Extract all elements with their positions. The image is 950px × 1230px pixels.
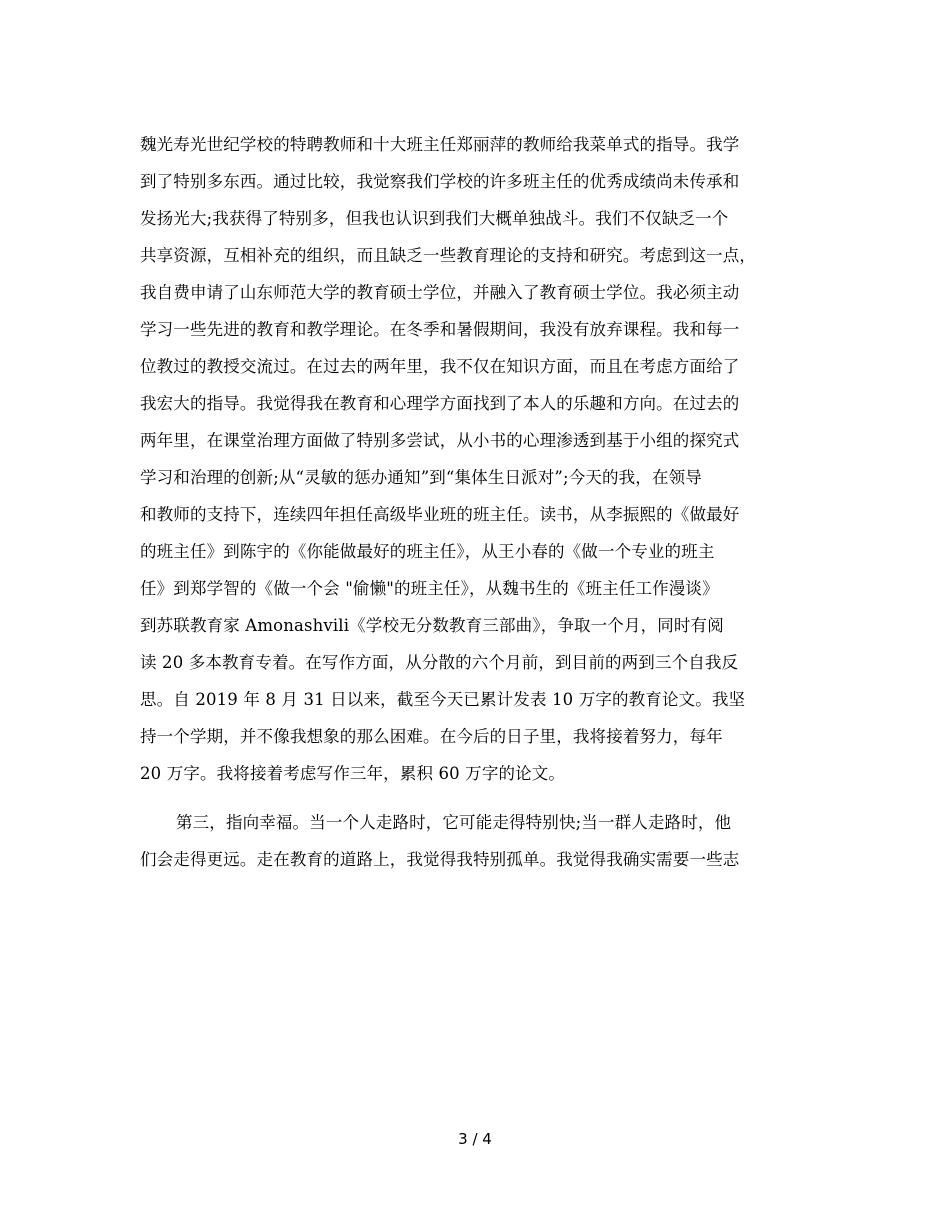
paragraph-line: 第三，指向幸福。当一个人走路时，它可能走得特别快;当一群人走路时，他: [176, 813, 732, 832]
text-line: 到了特别多东西。通过比较，我觉察我们学校的许多班主任的优秀成绩尚未传承和: [140, 172, 740, 191]
text-line: 学习和治理的创新;从“灵敏的惩办通知”到“集体生日派对”;今天的我，在领导: [140, 468, 702, 487]
page-number: 3 / 4: [458, 1130, 492, 1148]
text-line: 到苏联教育家 Amonashvili《学校无分数教育三部曲》，争取一个月，同时有阅: [140, 616, 724, 635]
body-text: [140, 126, 820, 878]
text-line: 的班主任》到陈宇的《你能做最好的班主任》，从王小春的《做一个专业的班主: [140, 542, 715, 561]
text-line: 两年里，在课堂治理方面做了特别多尝试，从小书的心理渗透到基于小组的探究式: [140, 431, 740, 450]
text-line: 思。自 2019 年 8 月 31 日以来，截至今天已累计发表 10 万字的教育论文。我坚: [140, 690, 746, 709]
text-line: 读 20 多本教育专着。在写作方面，从分散的六个月前，到目前的两到三个自我反: [140, 653, 739, 672]
paragraph-line: 们会走得更远。走在教育的道路上，我觉得我特别孤单。我觉得我确实需要一些志: [140, 850, 740, 869]
paragraph-gap: [140, 792, 820, 804]
text-line: 任》到郑学智的《做一个会 "偷懒"的班主任》，从魏书生的《班主任工作漫谈》: [140, 579, 719, 598]
text-line: 共享资源，互相补充的组织，而且缺乏一些教育理论的支持和研究。考虑到这一点，: [140, 246, 757, 265]
text-line: 持一个学期，并不像我想象的那么困难。在今后的日子里，我将接着努力，每年: [140, 727, 723, 746]
text-line: 学习一些先进的教育和教学理论。在冬季和暑假期间，我没有放弃课程。我和每一: [140, 320, 740, 339]
text-line: 我自费申请了山东师范大学的教育硕士学位，并融入了教育硕士学位。我必须主动: [140, 283, 740, 302]
text-line: 20 万字。我将接着考虑写作三年，累积 60 万字的论文。: [140, 764, 566, 783]
text-line: 位教过的教授交流过。在过去的两年里，我不仅在知识方面，而且在考虑方面给了: [140, 357, 740, 376]
text-line: 发扬光大;我获得了特别多，但我也认识到我们大概单独战斗。我们不仅缺乏一个: [140, 209, 729, 228]
text-line: 和教师的支持下，连续四年担任高级毕业班的班主任。读书，从李振熙的《做最好: [140, 505, 740, 524]
text-line: 魏光寿光世纪学校的特聘教师和十大班主任郑丽萍的教师给我菜单式的指导。我学: [140, 135, 740, 154]
text-line: 我宏大的指导。我觉得我在教育和心理学方面找到了本人的乐趣和方向。在过去的: [140, 394, 740, 413]
